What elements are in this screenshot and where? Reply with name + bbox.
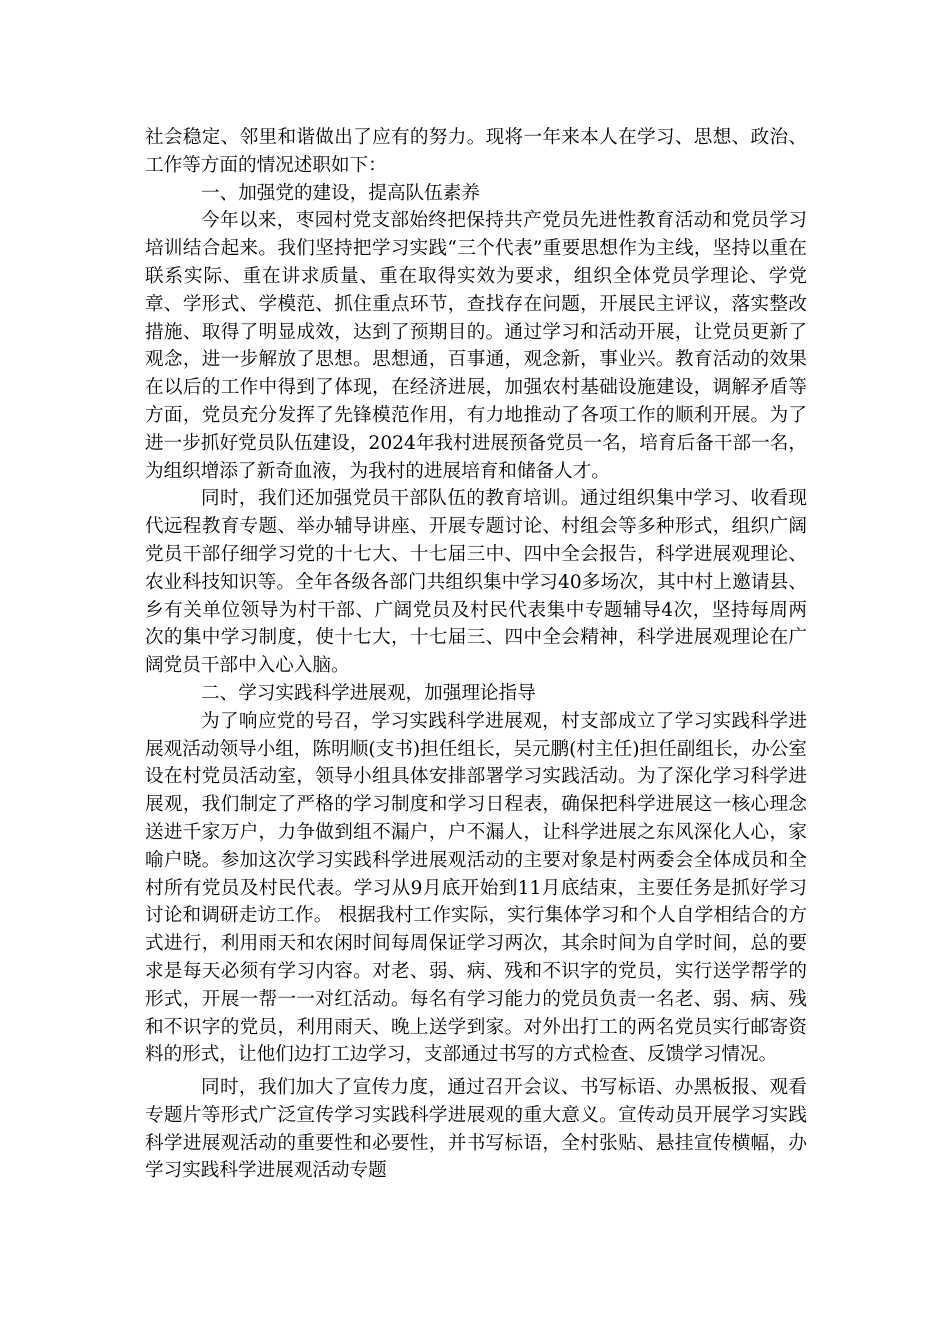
body-paragraph-party-branch: 今年以来，枣园村党支部始终把保持共产党员先进性教育活动和党员学习培训结合起来。我们坚持把学习实践“三个代表”重要思想作为主线，坚持以重在联系实际、重在讲求质量、重在取得实效为要求，组织全体党员学理论、学党章、学形式、学模范、抓住重点环节，查找存在问题，开展民主评议，落实整改措施、取得了明显成效，达到了预期目的。通过学习和活动开展，让党员更新了观念，进一步解放了思想。思想通，百事通，观念新，事业兴。教育活动的效果在以后的工作中得到了体现，在经济进展，加强农村基础设施建设，调解矛盾等方面，党员充分发挥了先锋模范作用，有力地推动了各项工作的顺利开展。为了进一步抓好党员队伍建设，2024年我村进展预备党员一名，培育后备干部一名，为组织增添了新奇血液，为我村的进展培育和储备人才。	[145, 210, 807, 482]
section-heading-party-building: 一、加强党的建设，提高队伍素养	[201, 182, 480, 204]
body-paragraph-publicity: 同时，我们加大了宣传力度，通过召开会议、书写标语、办黑板报、观看专题片等形式广泛宣传学习实践科学进展观的重大意义。宣传动员开展学习实践科学进展观活动的重要性和必要性，并书写标语，全村张贴、悬挂宣传横幅，办学习实践科学进展观活动专题	[145, 1077, 807, 1182]
section-heading-scientific-development: 二、学习实践科学进展观，加强理论指导	[201, 682, 536, 704]
body-paragraph-study-practice: 为了响应党的号召，学习实践科学进展观，村支部成立了学习实践科学进展观活动领导小组，陈明顺(支书)担任组长，吴元鹏(村主任)担任副组长，办公室设在村党员活动室，领导小组具体安排部署学习实践活动。为了深化学习科学进展观，我们制定了严格的学习制度和学习日程表，确保把科学进展这一核心理念送进千家万户，力争做到组不漏户，户不漏人，让科学进展之东风深化人心，家喻户晓。参加这次学习实践科学进展观活动的主要对象是村两委会全体成员和全村所有党员及村民代表。学习从9月底开始到11月底结束，主要任务是抓好学习讨论和调研走访工作。 根据我村工作实际，实行集体学习和个人自学相结合的方式进行，利用雨天和农闲时间每周保证学习两次，其余时间为自学时间，总的要求是每天必须有学习内容。对老、弱、病、残和不识字的党员，实行送学帮学的形式，开展一帮一一对红活动。每名有学习能力的党员负责一名老、弱、病、残和不识字的党员，利用雨天、晚上送学到家。对外出打工的两名党员实行邮寄资料的形式，让他们边打工边学习，支部通过书写的方式检查、反馈学习情况。	[145, 710, 807, 1066]
document-page	[145, 124, 807, 1185]
body-paragraph-cadre-training: 同时，我们还加强党员干部队伍的教育培训。通过组织集中学习、收看现代远程教育专题、举办辅导讲座、开展专题讨论、村组会等多种形式，组织广阔党员干部仔细学习党的十七大、十七届三中、四中全会报告，科学进展观理论、农业科技知识等。全年各级各部门共组织集中学习40多场次，其中村上邀请县、乡有关单位领导为村干部、广阔党员及村民代表集中专题辅导4次，坚持每周两次的集中学习制度，使十七大，十七届三、四中全会精神，科学进展观理论在广阔党员干部中入心入脑。	[145, 488, 807, 677]
intro-paragraph: 社会稳定、邻里和谐做出了应有的努力。现将一年来本人在学习、思想、政治、工作等方面的情况述职如下：	[145, 127, 807, 176]
